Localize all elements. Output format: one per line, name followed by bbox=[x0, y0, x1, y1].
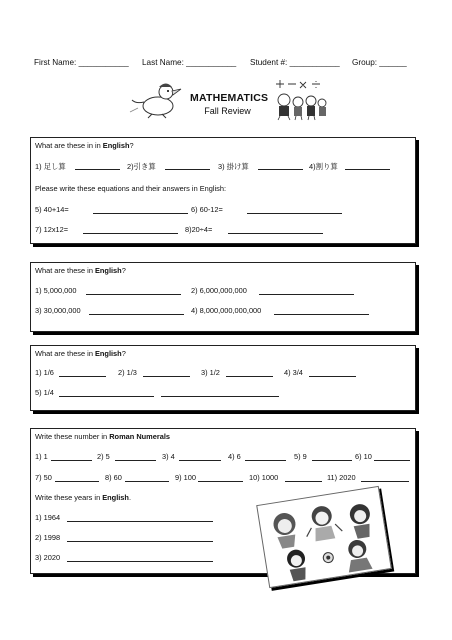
fraction-item: 5) 1/4 bbox=[35, 388, 54, 397]
year-item: 3) 2020 bbox=[35, 553, 61, 562]
equation-item: 6) 60-12= bbox=[191, 205, 223, 214]
section-question: What are these in English? bbox=[35, 349, 126, 358]
operation-item: 1) 足し算 bbox=[35, 162, 66, 171]
section-question: What are these in in English? bbox=[35, 141, 134, 150]
roman-item: 8) 60 bbox=[105, 473, 122, 482]
equation-item: 7) 12x12= bbox=[35, 225, 69, 234]
answer-blank[interactable] bbox=[86, 294, 181, 295]
section-question: Write these number in Roman Numerals bbox=[35, 432, 171, 441]
year-item: 2) 1998 bbox=[35, 533, 61, 542]
answer-blank[interactable] bbox=[179, 460, 221, 461]
answer-blank[interactable] bbox=[258, 169, 303, 170]
answer-blank[interactable] bbox=[165, 169, 210, 170]
answer-blank[interactable] bbox=[374, 460, 410, 461]
answer-blank[interactable] bbox=[115, 460, 156, 461]
roman-item: 5) 9 bbox=[294, 452, 307, 461]
number-item: 4) 8,000,000,000,000 bbox=[191, 306, 262, 315]
answer-blank[interactable] bbox=[67, 541, 213, 542]
operation-item: 3) 掛け算 bbox=[218, 162, 249, 171]
year-item: 1) 1964 bbox=[35, 513, 61, 522]
answer-blank[interactable] bbox=[83, 233, 178, 234]
answer-blank[interactable] bbox=[345, 169, 390, 170]
answer-blank[interactable] bbox=[247, 213, 342, 214]
page-title: MATHEMATICS bbox=[190, 92, 269, 104]
section-fractions bbox=[30, 345, 416, 411]
roman-item: 7) 50 bbox=[35, 473, 52, 482]
fraction-item: 3) 1/2 bbox=[201, 368, 220, 377]
instruction-text: Please write these equations and their answers in English: bbox=[35, 184, 227, 193]
roman-item: 11) 2020 bbox=[327, 473, 356, 482]
years-question: Write these years in English. bbox=[35, 493, 131, 502]
answer-blank[interactable] bbox=[285, 481, 322, 482]
number-item: 3) 30,000,000 bbox=[35, 306, 81, 315]
operation-item: 2)引き算 bbox=[127, 162, 156, 171]
answer-blank[interactable] bbox=[226, 376, 273, 377]
roman-item: 10) 1000 bbox=[249, 473, 279, 482]
section-operations bbox=[30, 137, 416, 244]
number-item: 2) 6,000,000,000 bbox=[191, 286, 247, 295]
answer-blank[interactable] bbox=[93, 213, 188, 214]
answer-blank[interactable] bbox=[75, 169, 120, 170]
answer-blank[interactable] bbox=[361, 481, 409, 482]
answer-blank[interactable] bbox=[59, 376, 106, 377]
equation-item: 8)20÷4= bbox=[185, 225, 213, 234]
roman-item: 2) 5 bbox=[97, 452, 110, 461]
answer-blank[interactable] bbox=[143, 376, 190, 377]
answer-blank[interactable] bbox=[67, 561, 213, 562]
fraction-item: 1) 1/6 bbox=[35, 368, 54, 377]
roman-item: 9) 100 bbox=[175, 473, 196, 482]
answer-blank[interactable] bbox=[89, 314, 184, 315]
answer-blank[interactable] bbox=[51, 460, 92, 461]
answer-blank[interactable] bbox=[67, 521, 213, 522]
operation-item: 4)割り算 bbox=[309, 162, 338, 171]
group-field[interactable]: Group: ______ bbox=[352, 58, 407, 67]
roman-item: 6) 10 bbox=[355, 452, 372, 461]
first-name-field[interactable]: First Name: ___________ bbox=[34, 58, 129, 67]
math-characters-illustration bbox=[270, 78, 332, 122]
roman-item: 1) 1 bbox=[35, 452, 48, 461]
answer-blank[interactable] bbox=[59, 396, 154, 397]
answer-blank[interactable] bbox=[245, 460, 286, 461]
answer-blank[interactable] bbox=[125, 481, 169, 482]
section-question: What are these in English? bbox=[35, 266, 126, 275]
section-large-numbers bbox=[30, 262, 416, 332]
answer-blank[interactable] bbox=[274, 314, 369, 315]
answer-blank[interactable] bbox=[55, 481, 99, 482]
answer-blank[interactable] bbox=[198, 481, 243, 482]
fraction-item: 4) 3/4 bbox=[284, 368, 303, 377]
duck-illustration bbox=[128, 78, 188, 120]
answer-blank[interactable] bbox=[259, 294, 354, 295]
number-item: 1) 5,000,000 bbox=[35, 286, 77, 295]
student-number-field[interactable]: Student #: ___________ bbox=[250, 58, 340, 67]
last-name-field[interactable]: Last Name: ___________ bbox=[142, 58, 237, 67]
answer-blank[interactable] bbox=[312, 460, 352, 461]
roman-item: 3) 4 bbox=[162, 452, 175, 461]
page-subtitle: Fall Review bbox=[204, 106, 251, 116]
roman-item: 4) 6 bbox=[228, 452, 241, 461]
answer-blank[interactable] bbox=[161, 396, 279, 397]
answer-blank[interactable] bbox=[228, 233, 323, 234]
equation-item: 5) 40+14= bbox=[35, 205, 69, 214]
answer-blank[interactable] bbox=[309, 376, 356, 377]
fraction-item: 2) 1/3 bbox=[118, 368, 137, 377]
